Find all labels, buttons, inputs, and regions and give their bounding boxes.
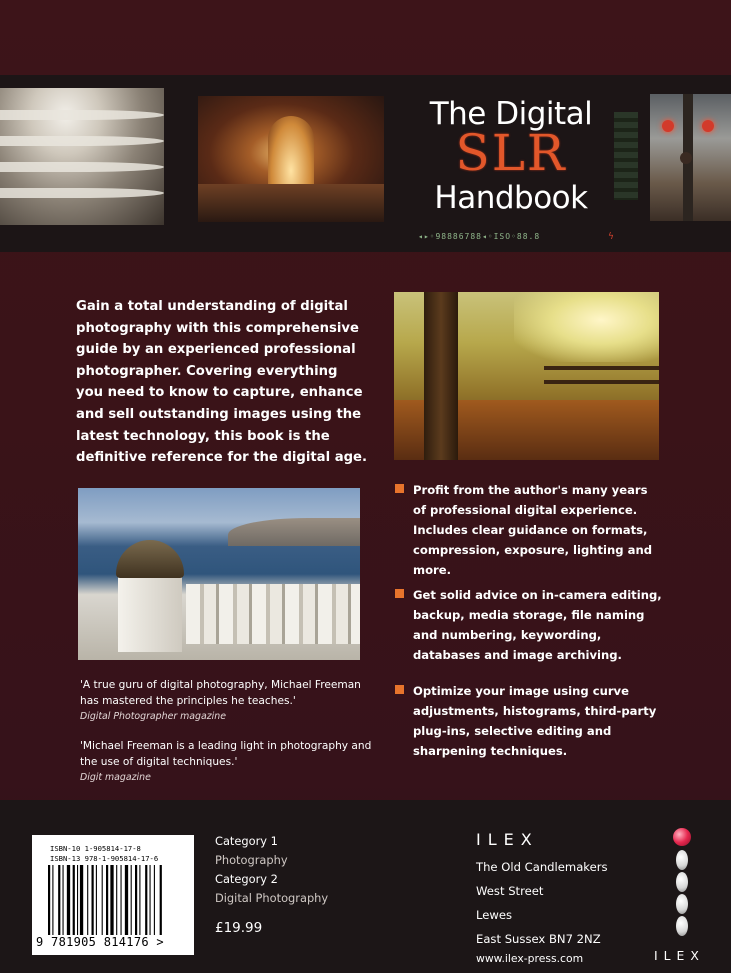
bullet-square-icon	[395, 589, 404, 598]
bullet-text: Profit from the author's many years of professional digital experience. Includes clear guidance on formats, compression, exposure, lighting and more.	[413, 483, 652, 577]
address-line: West Street	[476, 884, 544, 898]
category-2-label: Category 2	[215, 872, 278, 886]
quote-text: 'A true guru of digital photography, Michael Freeman has mastered the principles he teaches.'	[80, 679, 361, 707]
category-1-value: Photography	[215, 853, 288, 867]
address-line: The Old Candlemakers	[476, 860, 608, 874]
publisher-block	[476, 830, 656, 951]
autumn-tree-photo	[394, 292, 659, 460]
price: £19.99	[215, 920, 263, 936]
atrium-photo	[0, 88, 164, 225]
archway-photo	[198, 96, 384, 222]
bullet-square-icon	[395, 685, 404, 694]
isbn-10: ISBN-10 1-905814-17-8	[50, 844, 141, 853]
lcd-readout: ◂▸◦98886788◂◦ISO◦88.8	[418, 232, 541, 241]
bullet-text: Optimize your image using curve adjustments, histograms, third-party plug-ins, selective editing and sharpening techniques.	[413, 684, 657, 758]
logo-label: ILEX	[654, 948, 705, 963]
ilex-logo-icon	[668, 828, 696, 938]
review-quote	[80, 738, 380, 786]
address-line: East Sussex BN7 2NZ	[476, 932, 601, 946]
barcode-digits: 9 781905 814176 >	[36, 935, 164, 949]
title-line-1: The Digital	[429, 96, 593, 132]
quote-source: Digit magazine	[80, 772, 151, 783]
book-title	[416, 94, 606, 224]
review-quote	[80, 677, 380, 725]
isbn-13: ISBN-13 978-1-905814-17-6	[50, 854, 159, 863]
barcode-panel	[32, 835, 194, 955]
signal-light-photo	[650, 94, 731, 221]
quote-source: Digital Photographer magazine	[80, 711, 226, 722]
category-2-value: Digital Photography	[215, 891, 329, 905]
bullet-text: Get solid advice on in-camera editing, backup, media storage, file naming and numbering, keywording, databases and image archiving.	[413, 588, 662, 662]
category-block	[215, 832, 395, 908]
intro-paragraph: Gain a total understanding of digital photography with this comprehensive guide by an experienced professional photographer. Covering everything you need to know to capture, enhance and sell outstanding images using the latest technology, this book is the definitive reference for the digital age.	[76, 299, 367, 466]
lcd-display-graphic	[614, 112, 638, 200]
publisher-website: www.ilex-press.com	[476, 952, 584, 965]
title-line-3: Handbook	[434, 180, 588, 216]
lcd-mark: ϟ	[608, 232, 614, 242]
quote-text: 'Michael Freeman is a leading light in photography and the use of digital techniques.'	[80, 740, 372, 768]
bullet-square-icon	[395, 484, 404, 493]
title-line-2: SLR	[455, 124, 567, 182]
barcode-icon	[46, 865, 186, 935]
category-1-label: Category 1	[215, 834, 278, 848]
publisher-name: ILEX	[476, 830, 539, 849]
address-line: Lewes	[476, 908, 513, 922]
windmill-photo	[78, 488, 360, 660]
